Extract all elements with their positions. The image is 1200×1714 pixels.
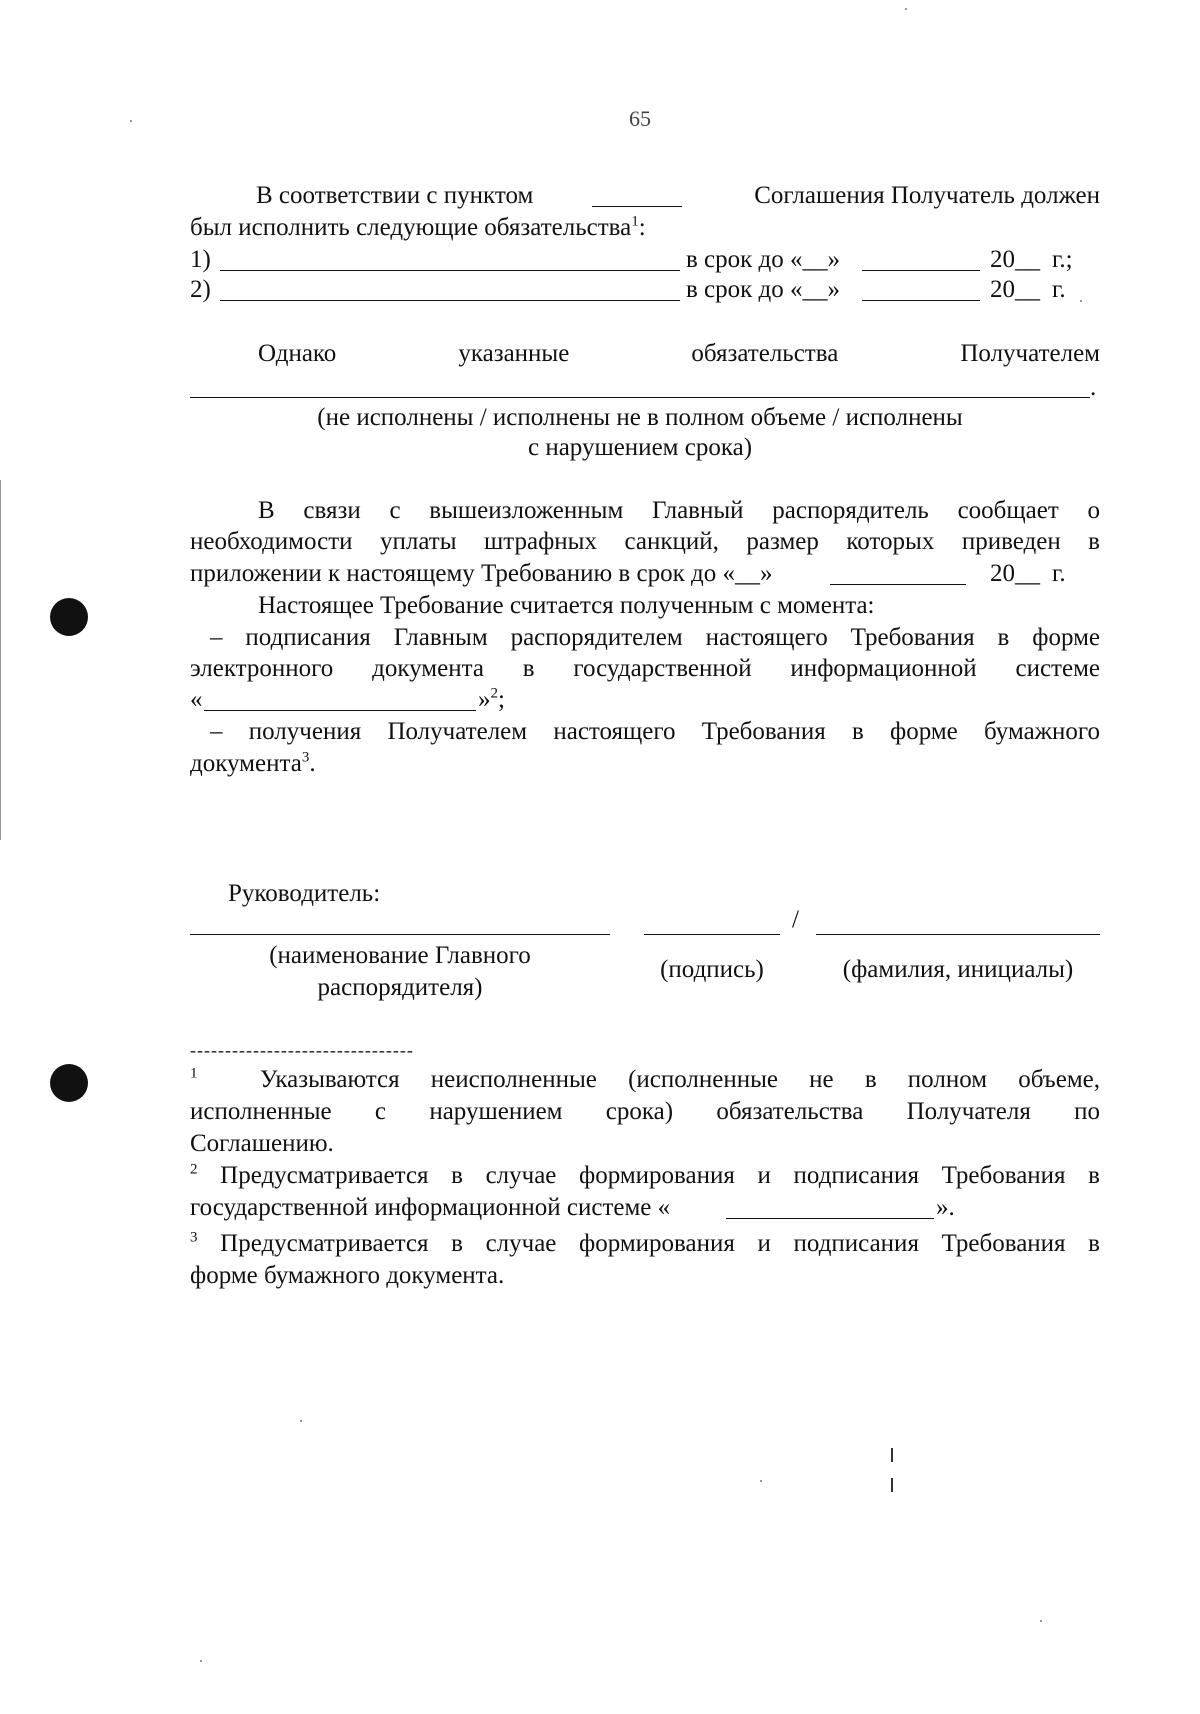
footnote-mark-3: 3 [190, 1229, 198, 1246]
signature-sign-field [644, 934, 780, 935]
p4-bullet1-line3: « »$^2$; [190, 685, 505, 713]
p1-text-b: Соглашения Получатель должен [754, 182, 1100, 209]
footnote-1-line2: исполненные с нарушением срока) обязательства Получателя по [190, 1098, 1100, 1125]
footnote-3-line2: форме бумажного документа. [190, 1262, 505, 1289]
p1-text-a: В соответствии с пунктом [256, 182, 534, 209]
speck [905, 8, 907, 10]
footnote-mark-2: 2 [190, 1161, 198, 1178]
clause-number-field [592, 206, 682, 207]
caption-name-line1: (наименование Главного [269, 942, 531, 969]
p2-line1: Однако указанные обязательства Получателем [258, 340, 1100, 367]
footnote-ref-3: 3 [301, 749, 310, 766]
footnote-2-line2: государственной информационной системе « ». [190, 1194, 955, 1221]
footnote-info-system-field [726, 1218, 934, 1219]
caption-name-line2: распорядителя) [317, 974, 483, 1001]
signature-slash: / [792, 906, 799, 933]
obligation-item-2: 2) в срок до «__» 20__ г. [190, 276, 1066, 303]
month-field-2 [862, 300, 980, 301]
signature-fio-field [816, 934, 1100, 935]
punch-hole-bottom [50, 1064, 88, 1102]
footnote-1-line3: Соглашению. [190, 1130, 334, 1157]
binder-edge [0, 480, 3, 840]
p4-bullet2-line1: – получения Получателем настоящего Требования в форме бумажного [210, 718, 1100, 745]
p3-line3: приложении к настоящему Требованию в срок до «__» 20__ г. [190, 560, 1066, 587]
p4-bullet2-line2: документа$^3$. [190, 749, 316, 777]
footnote-2-line1: $^2$ Предусматривается в случае формирования и подписания Требования в [190, 1161, 1100, 1189]
status-hint-line1: (не исполнены / исполнены не в полном объеме / исполнены [317, 404, 963, 431]
punch-hole-top [50, 598, 88, 636]
speck [130, 120, 132, 122]
p4-bullet1-line2: электронного документа в государственной информационной системе [190, 655, 1100, 682]
p2-end: . [1090, 374, 1097, 401]
p1-line1 [190, 182, 1100, 214]
p4-bullet1-line1: – подписания Главным распорядителем настоящего Требования в форме [210, 624, 1100, 651]
footnote-separator: -------------------------------- [190, 1040, 414, 1060]
speck [760, 1480, 762, 1482]
penalty-month-field [830, 584, 966, 585]
footnote-mark-1: 1 [190, 1065, 198, 1082]
page-number: 65 [629, 106, 651, 131]
month-field-1 [862, 270, 980, 271]
obligation-field-1 [220, 270, 680, 271]
speck [1040, 1620, 1042, 1622]
caption-sign: (подпись) [660, 956, 764, 983]
p4-intro: Настоящее Требование считается полученным с момента: [258, 592, 875, 619]
p1-line2: был исполнить следующие обязательства$^1$: [190, 213, 646, 241]
signature-name-field [190, 934, 610, 935]
obligation-item-1: 1) в срок до «__» 20__ г.; [190, 246, 1073, 273]
info-system-field [204, 710, 476, 711]
speck [200, 1660, 202, 1662]
footnote-ref-1: 1 [631, 213, 639, 230]
signature-label: Руководитель: [228, 880, 381, 907]
status-hint-line2: с нарушением срока) [527, 434, 753, 461]
p3-line2: необходимости уплаты штрафных санкций, размер которых приведен в [190, 528, 1100, 555]
speck [300, 1420, 302, 1422]
footnote-3-line1: $^3$ Предусматривается в случае формирования и подписания Требования в [190, 1229, 1100, 1257]
status-field [190, 397, 1090, 398]
footnote-ref-2: 2 [490, 685, 498, 702]
speck [891, 1448, 893, 1462]
speck [891, 1478, 893, 1492]
p3-line1: В связи с вышеизложенным Главный распорядитель сообщает о [258, 497, 1100, 524]
obligation-field-2 [220, 300, 680, 301]
footnote-1-line1: $^1$ Указываются неисполненные (исполненные не в полном объеме, [190, 1065, 1101, 1093]
caption-fio: (фамилия, инициалы) [842, 956, 1074, 983]
